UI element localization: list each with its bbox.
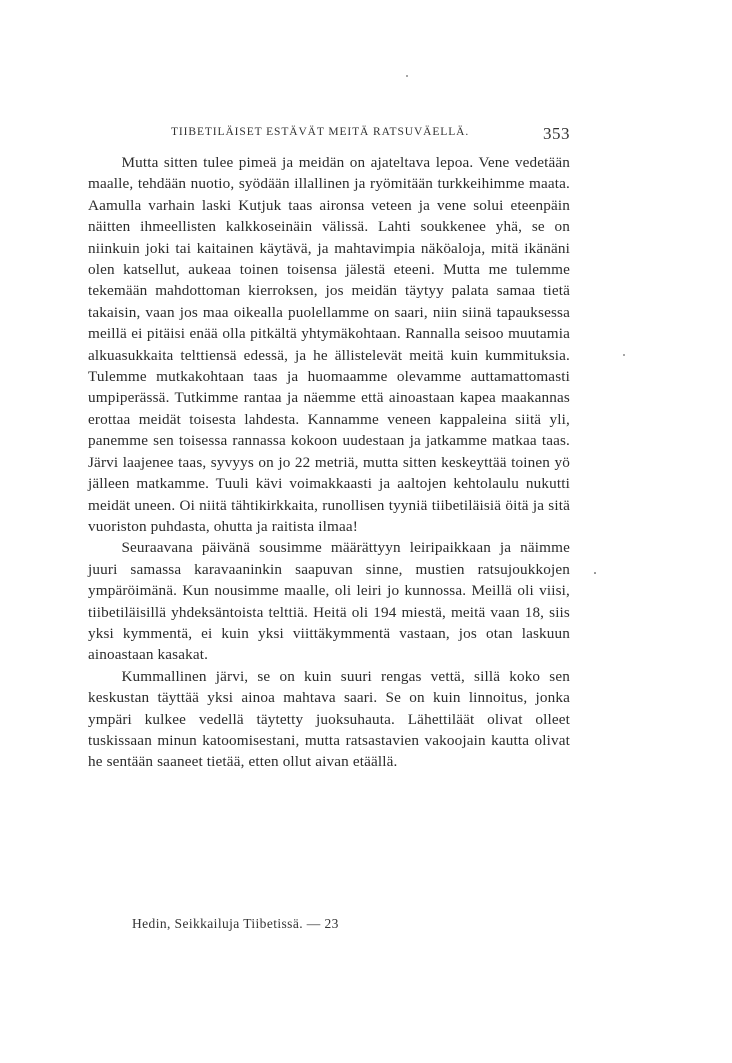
paper-speck [406, 75, 408, 77]
paper-speck [623, 354, 625, 356]
paragraph-2: Seuraavana päivänä sousimme määrättyyn leiripaikkaan ja näimme juuri samassa karavaaninkin saapuvan sinne, mustien ratsujoukkojen ympäröimänä. Kun nousimme maalle, oli leiri jo kunnossa. Meillä oli viisi, tiibetiläisillä yhdeksäntoista telttiä. Heitä oli 194 miestä, meitä vaan 18, siis yksi kymmentä, ei kuin yksi viittäkymmentä vastaan, jos otan laskuun ainoastaan kasakat. [88, 539, 570, 664]
page-header [150, 124, 570, 148]
body-text [88, 152, 570, 773]
paper-speck [594, 572, 596, 574]
running-head: TIIBETILÄISET ESTÄVÄT MEITÄ RATSUVÄELLÄ. [171, 126, 470, 138]
page-number: 353 [543, 124, 570, 143]
paragraph-3: Kummallinen järvi, se on kuin suuri rengas vettä, sillä koko sen keskustan täyttää yksi ainoa mahtava saari. Se on kuin linnoitus, jonka ympäri kulkee vedellä täytetty juoksuhauta. Lähettiläät olivat olleet tuskissaan minun katoomisestani, mutta ratsastavien vakoojain kautta olivat he sentään saaneet tietää, etten ollut aivan etäällä. [88, 667, 570, 771]
signature-line: Hedin, Seikkailuja Tiibetissä. — 23 [132, 916, 339, 931]
paragraph-1: Mutta sitten tulee pimeä ja meidän on ajateltava lepoa. Vene vedetään maalle, tehdään nuotio, syödään illallinen ja ryömitään turkkeihimme maata. Aamulla varhain laski Kutjuk taas aironsa veteen ja vene solui eteenpäin näitten ihmeellisten kalkkoseinäin välissä. Lahti soukkenee yhä, se on niinkuin joki tai kaitainen käytävä, ja mahtavimpia näköaloja, mitä ikänäni olen katsellut, aukeaa toinen toisensa jälestä eteeni. Mutta me tulemme tekemään mahdottoman kierroksen, jos meidän täytyy palata samaa tietä takaisin, vaan jos maa oikealla puolellamme on saari, niin siinä tapauksessa meillä ei pitäisi enää olla pitkältä yhtymäkohtaan. Rannalla seisoo muutamia alkuasukkaita telttiensä edessä, ja he ällistelevät meitä kuin kummituksia. Tulemme mutkakohtaan taas ja huomaamme olevamme auttamattomasti umpiperässä. Tutkimme rantaa ja näemme että ainoastaan kapea maakannas erottaa meidät toisesta lahdesta. Kannamme veneen kappaleina siitä yli, panemme sen toisessa rannassa kokoon uudestaan ja jatkamme matkaa taas. Järvi laajenee taas, syvyys on jo 22 metriä, mutta sitten keskeyttää toinen yö jälleen matkamme. Tuuli kävi voimakkaasti ja aaltojen kehtolaulu nukutti meidät uneen. Oi niitä tähtikirkkaita, runollisen tyyniä tiibetiläisiä öitä ja sitä vuoriston puhdasta, ohutta ja raitista ilmaa! [88, 154, 570, 535]
